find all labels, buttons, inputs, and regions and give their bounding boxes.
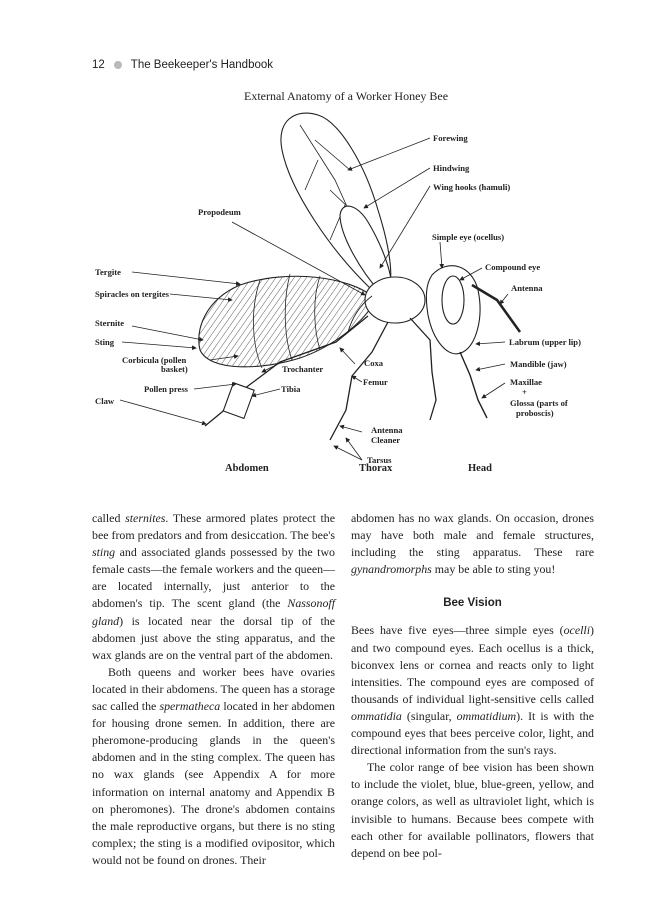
text-run: abdomen has no wax glands. On occasion, drones may have both male and female structures, including the sting apparatus. These rare (351, 511, 594, 560)
label-glossa-2: proboscis) (516, 408, 554, 418)
page-number: 12 (92, 59, 105, 71)
label-tibia: Tibia (281, 384, 301, 394)
text-run: may be able to sting you! (431, 562, 556, 577)
label-antenna: Antenna (511, 283, 543, 293)
text-run: located in her abdomen for housing drone semen. In addition, there are pheromone-producing glands in the queen's abdomen and in the sting complex. The queen has no wax glands (see Appendix A for more information on internal anatomy and Appendix B on pheromones). The drone's abdomen contains the male reproductive organs, but there is no sting complex; the sting is a modified ovipositor, which would not be found on drones. Their (92, 699, 335, 867)
label-corbicula-1: Corbicula (pollen (122, 355, 187, 365)
italic-term: Nassonoff gland (92, 596, 335, 628)
label-compound-eye: Compound eye (485, 262, 541, 272)
text-run: called (92, 511, 126, 525)
text-run: Bees have five eyes—three simple eyes ( (351, 623, 564, 638)
label-femur: Femur (363, 377, 388, 387)
label-maxillae: Maxillae (510, 377, 542, 387)
label-mandible: Mandible (jaw) (510, 359, 567, 369)
label-trochanter: Trochanter (282, 364, 324, 374)
label-antenna-cleaner-2: Cleaner (371, 435, 401, 445)
label-sting: Sting (95, 337, 115, 347)
italic-term: gynandromorphs (351, 562, 432, 577)
text-run: ) is located near the dorsal tip of the abdomen just above the sting apparatus, and the wax glands are on the ventral part of the abdomen. (92, 613, 335, 662)
italic-term: ocelli (563, 623, 591, 638)
figure-title-text: External Anatomy of a Worker Honey Bee (244, 89, 449, 103)
text-run: Both queens and worker bees have ovaries located in their abdomens. The queen has a storage sac called the (92, 664, 335, 714)
text-run: The color range of bee vision has been shown to include the violet, blue, blue-green, yellow, and orange colors, as well as ultraviolet light, which is invisible to humans. Because bees compete with each other for available pollinators, flowers that depend on bee pol- (351, 760, 594, 860)
paragraph (92, 510, 335, 664)
label-propodeum: Propodeum (198, 207, 241, 217)
paragraph (351, 510, 594, 578)
label-forewing: Forewing (433, 133, 468, 143)
label-wing-hooks: Wing hooks (hamuli) (433, 182, 511, 192)
text-run: . These armored plates protect the bee from predators and from desiccation. The bee's (92, 511, 336, 543)
paragraph (92, 664, 335, 869)
section-head: Head (468, 463, 492, 474)
paragraph (351, 759, 594, 862)
left-column (92, 510, 335, 869)
label-corbicula-2: basket) (161, 364, 188, 374)
text-run: and associated glands possessed by the two female casts—the female workers and the queen—are located internally, just anterior to the abdomen's tip. The scent gland (the (92, 545, 335, 611)
label-spiracles: Spiracles on tergites (95, 289, 169, 299)
label-claw: Claw (95, 396, 115, 406)
label-pollen-press: Pollen press (144, 384, 189, 394)
paragraph (351, 622, 594, 759)
bee-drawing (199, 113, 520, 440)
label-labrum: Labrum (upper lip) (509, 337, 581, 347)
section-abdomen: Abdomen (225, 463, 269, 474)
label-plus: + (522, 387, 527, 397)
label-hindwing: Hindwing (433, 163, 470, 173)
compound-eye-shape (442, 276, 464, 324)
book-title: The Beekeeper's Handbook (130, 59, 274, 71)
label-tergite: Tergite (95, 267, 121, 277)
section-heading-bee-vision: Bee Vision (443, 597, 502, 610)
italic-term: spermatheca (159, 699, 221, 714)
label-tarsus: Tarsus (367, 455, 392, 465)
italic-term: sternites (125, 511, 166, 525)
thorax-shape (365, 277, 425, 323)
italic-term: sting (92, 545, 116, 560)
label-glossa-1: Glossa (parts of (510, 398, 568, 408)
text-run: (singular, (401, 708, 457, 723)
text-run: ). It is with the compound eyes that bees perceive color, light, and directional information from the sun's rays. (351, 708, 594, 758)
right-column (351, 510, 594, 862)
label-simple-eye: Simple eye (ocellus) (432, 232, 505, 242)
label-sternite: Sternite (95, 318, 125, 328)
label-antenna-cleaner-1: Antenna (371, 425, 403, 435)
section-thorax: Thorax (359, 463, 393, 474)
label-coxa: Coxa (364, 358, 384, 368)
italic-term: ommatidia (351, 708, 402, 723)
text-run: ) and two compound eyes. Each ocellus is a thick, biconvex lens or cornea and reacts only to light intensities. The compound eyes are composed of thousands of individual light-sensitive cells called (351, 623, 594, 706)
italic-term: ommatidium (456, 708, 517, 723)
